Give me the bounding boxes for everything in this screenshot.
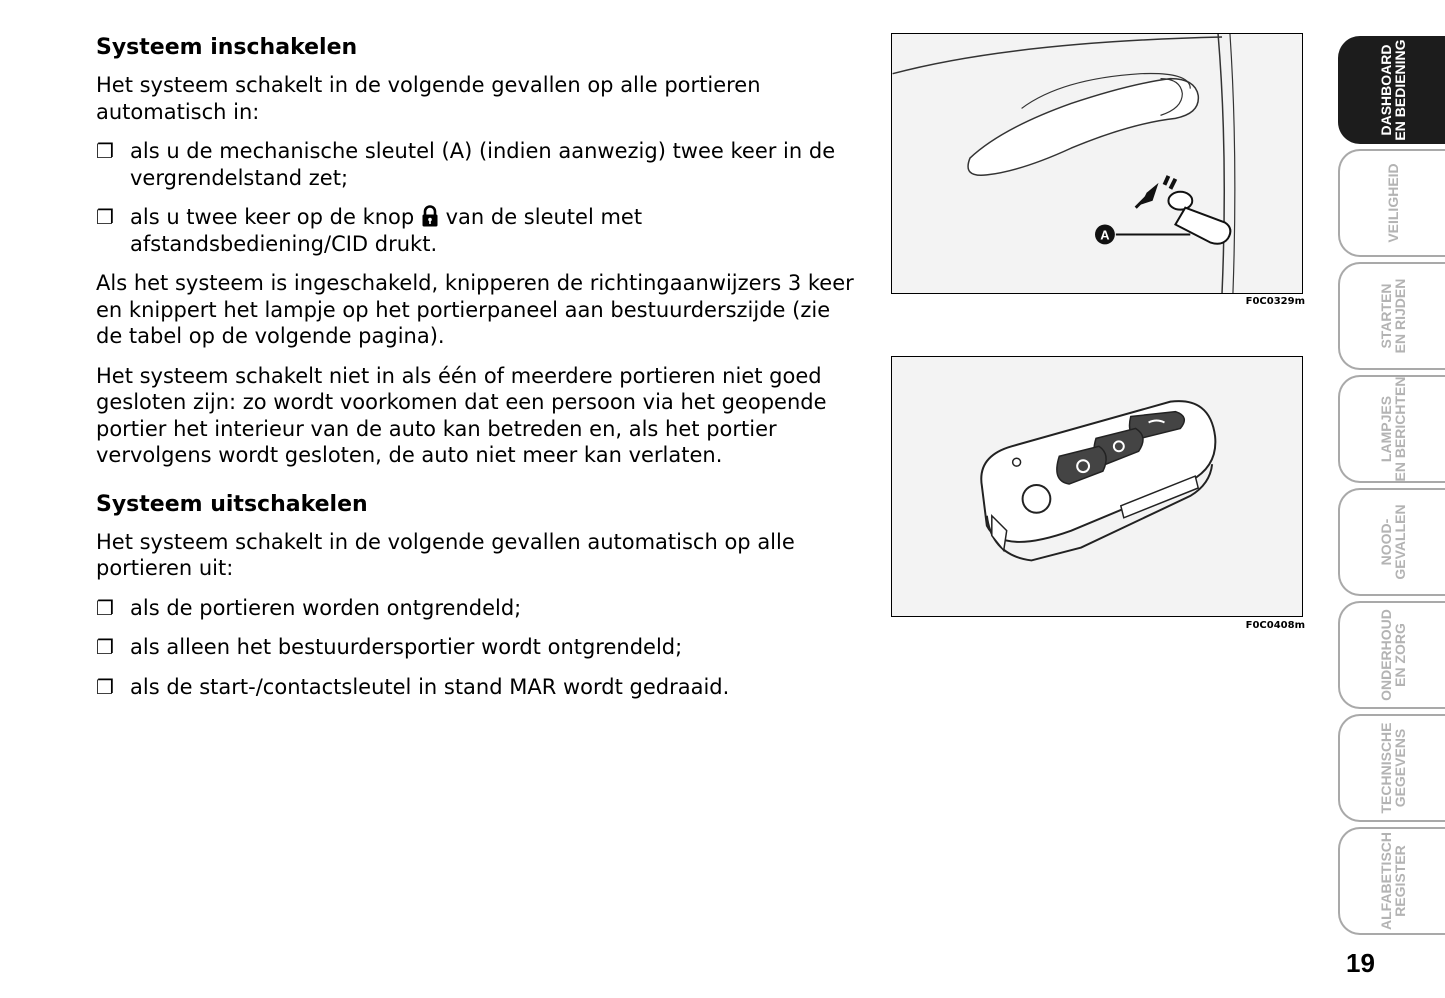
tab-label: NOOD- GEVALLEN	[1377, 504, 1408, 580]
callout-label: A	[1100, 227, 1110, 243]
tab-label: VEILIGHEID	[1384, 163, 1401, 243]
tab-lampjes-en-berichten[interactable]	[1338, 375, 1445, 483]
list-item	[96, 674, 856, 701]
intro-inschakelen: Het systeem schakelt in de volgende gevallen op alle portieren automatisch in:	[96, 73, 761, 124]
figure-door-key	[891, 33, 1303, 294]
tab-technische-gegevens[interactable]	[1338, 714, 1445, 822]
tab-veiligheid[interactable]	[1338, 149, 1445, 257]
tab-dashboard-en-bediening[interactable]	[1338, 36, 1445, 144]
list-item	[96, 204, 856, 257]
tab-label: ALFABETISCH REGISTER	[1377, 832, 1408, 930]
bullet-text: als de portieren worden ontgrendeld;	[130, 595, 522, 620]
checkbox-bullet-icon: ❐	[96, 635, 114, 659]
bullet-text: als de start-/contactsleutel in stand MAR wordt gedraaid.	[130, 674, 730, 699]
intro-uitschakelen: Het systeem schakelt in de volgende gevallen automatisch op alle portieren uit:	[96, 529, 795, 580]
paragraph-knipperen: Als het systeem is ingeschakeld, knipperen de richtingaanwijzers 3 keer en knippert het lampje op het portierpaneel aan bestuurderszijde (zie de tabel op de volgende pagina).	[96, 271, 854, 348]
bullet-text	[130, 204, 856, 257]
list-item	[96, 595, 856, 622]
tab-label: LAMPJES EN BERICHTEN	[1377, 376, 1408, 482]
list-item	[96, 138, 856, 191]
door-handle-with-key-icon	[892, 34, 1302, 293]
lock-icon	[421, 205, 439, 227]
tab-noodgevallen[interactable]	[1338, 488, 1445, 596]
paragraph-niet-inschakelen: Het systeem schakelt niet in als één of meerdere portieren niet goed gesloten zijn: zo wordt voorkomen dat een persoon via het geopende portier het interieur van de auto kan betreden en, als het portier vervolgens wordt gesloten, de auto niet meer kan verlaten.	[96, 363, 827, 467]
list-item	[96, 634, 856, 661]
tab-onderhoud-en-zorg[interactable]	[1338, 601, 1445, 709]
figure-code: F0C0408m	[1245, 620, 1305, 631]
page-number: 19	[1346, 948, 1375, 978]
bullet-text: als u de mechanische sleutel (A) (indien aanwezig) twee keer in de vergrendelstand zet;	[130, 139, 836, 190]
tab-alfabetisch-register[interactable]	[1338, 827, 1445, 935]
checkbox-bullet-icon: ❐	[96, 205, 114, 229]
checkbox-bullet-icon: ❐	[96, 674, 114, 699]
tab-label: ONDERHOUD EN ZORG	[1377, 609, 1408, 701]
tab-label: TECHNISCHE GEGEVENS	[1377, 722, 1408, 814]
figure-code: F0C0329m	[1245, 296, 1305, 307]
tab-label: STARTEN EN RIJDEN	[1377, 278, 1408, 354]
bullet-text: als alleen het bestuurdersportier wordt ontgrendeld;	[130, 635, 683, 659]
checkbox-bullet-icon: ❐	[96, 595, 114, 620]
bullet-text-before-lock: als u twee keer op de knop	[130, 205, 415, 229]
figure-key-fob	[891, 356, 1303, 617]
remote-key-fob-icon	[892, 357, 1302, 616]
heading-systeem-inschakelen: Systeem inschakelen	[96, 35, 358, 60]
checkbox-bullet-icon: ❐	[96, 139, 114, 163]
tab-starten-en-rijden[interactable]	[1338, 262, 1445, 370]
bullet-text-after-lock: van de sleutel met afstandsbediening/CID drukt.	[130, 205, 643, 256]
heading-systeem-uitschakelen: Systeem uitschakelen	[96, 491, 368, 517]
tab-label: DASHBOARD EN BEDIENING	[1377, 39, 1408, 141]
main-text-column	[96, 34, 856, 713]
